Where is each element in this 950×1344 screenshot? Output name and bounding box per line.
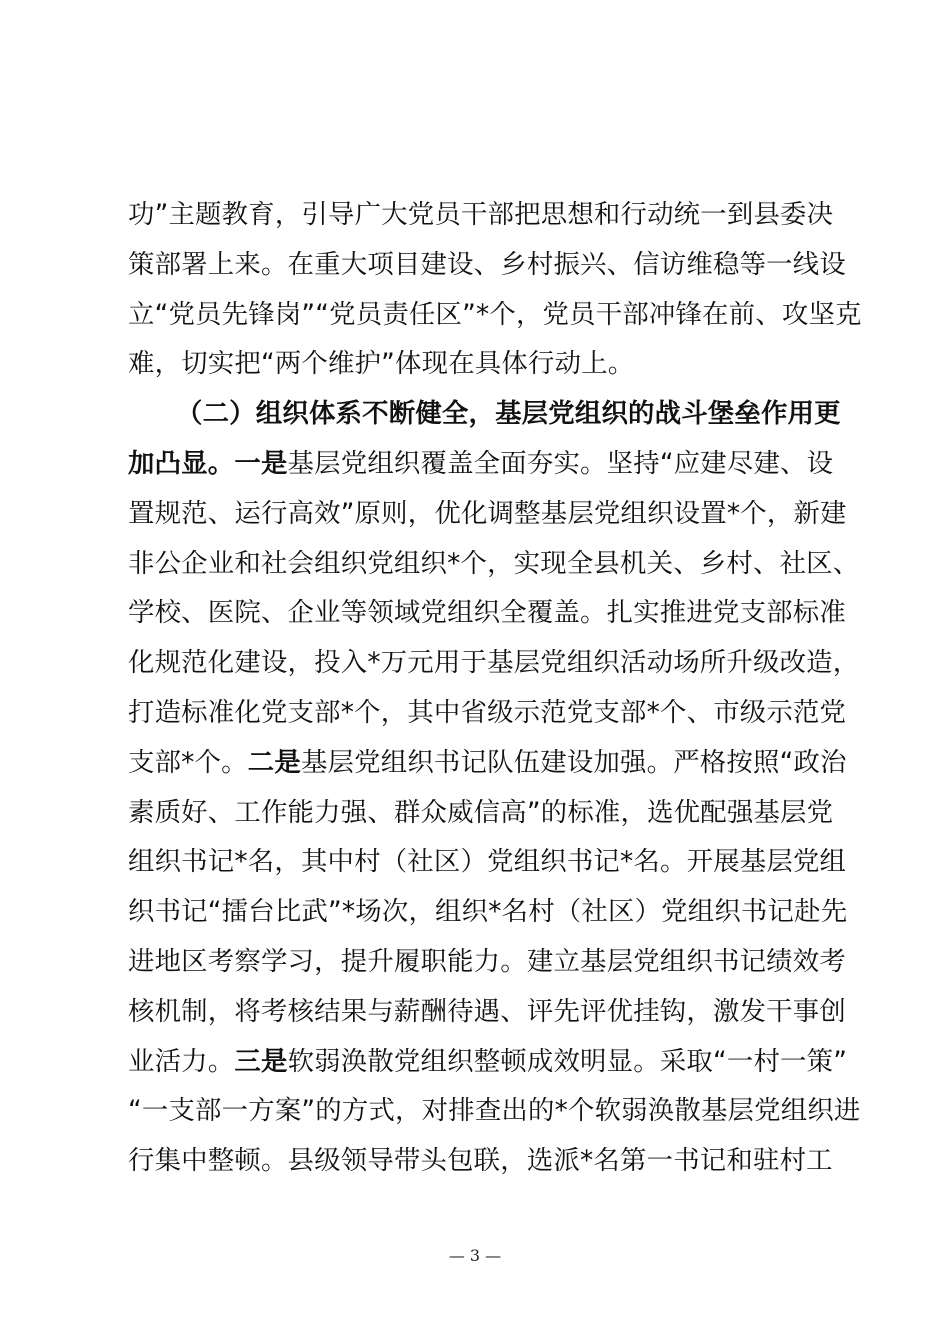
text-line: [128, 1042, 847, 1082]
text-line: [128, 444, 833, 484]
text-line: [128, 1091, 861, 1131]
bold-text-segment: 二是: [247, 746, 301, 778]
text-segment: 织书记“擂台比武”*场次，组织*名村（社区）党组织书记赴先: [128, 896, 848, 928]
text-line: [128, 494, 847, 534]
text-segment: “一支部一方案”的方式，对排查出的*个软弱涣散基层党组织进: [128, 1095, 861, 1127]
text-segment: 立“党员先锋岗”“党员责任区”*个，党员干部冲锋在前、攻坚克: [128, 298, 862, 330]
text-line: [128, 1141, 833, 1181]
text-line: [128, 743, 847, 783]
text-segment: 功”主题教育，引导广大党员干部把思想和行动统一到县委决: [128, 199, 834, 230]
text-line: [128, 295, 862, 335]
text-segment: 策部署上来。在重大项目建设、乡村振兴、信访维稳等一线设: [128, 248, 846, 280]
text-segment: 支部*个。: [128, 746, 248, 778]
text-line: [128, 992, 846, 1032]
bold-text-segment: 加凸显。一是: [128, 448, 288, 479]
text-line: [128, 344, 634, 384]
text-segment: 基层党组织覆盖全面夯实。坚持“应建尽建、设: [287, 448, 834, 479]
text-segment: 化规范化建设，投入*万元用于基层党组织活动场所升级改造，: [128, 647, 860, 679]
text-line: [128, 643, 859, 683]
text-segment: 置规范、运行高效”原则，优化调整基层党组织设置*个，新建: [128, 497, 847, 529]
text-segment: 难，切实把“两个维护”体现在具体行动上。: [128, 348, 635, 380]
text-segment: 进地区考察学习，提升履职能力。建立基层党组织书记绩效考: [128, 946, 846, 977]
text-segment: 学校、医院、企业等领域党组织全覆盖。扎实推进党支部标准: [128, 597, 846, 629]
text-segment: 非公企业和社会组织党组织*个，实现全县机关、乡村、社区、: [128, 547, 860, 579]
text-line: [128, 892, 847, 932]
text-line: [176, 394, 841, 434]
text-line: [128, 593, 846, 633]
text-line: [128, 544, 859, 584]
text-segment: 基层党组织书记队伍建设加强。严格按照“政治: [300, 746, 847, 778]
bold-text-segment: 三是: [234, 1045, 288, 1077]
text-segment: 素质好、工作能力强、群众威信高”的标准，选优配强基层党: [128, 796, 834, 828]
text-segment: 行集中整顿。县级领导带头包联，选派*名第一书记和驻村工: [128, 1145, 833, 1177]
text-segment: 软弱涣散党组织整顿成效明显。采取“一村一策”: [287, 1045, 848, 1077]
page-number: — 3 —: [448, 1246, 502, 1265]
text-line: [128, 793, 833, 833]
text-segment: 业活力。: [128, 1045, 235, 1077]
bold-text-segment: （二）组织体系不断健全，基层党组织的战斗堡垒作用更: [176, 398, 841, 430]
text-line: [128, 842, 846, 882]
text-segment: 打造标准化党支部*个，其中省级示范党支部*个、市级示范党: [128, 697, 847, 728]
text-line: [128, 195, 833, 235]
text-line: [128, 942, 846, 982]
text-segment: 核机制，将考核结果与薪酬待遇、评先评优挂钩，激发干事创: [128, 995, 846, 1027]
text-line: [128, 693, 846, 733]
text-segment: 组织书记*名，其中村（社区）党组织书记*名。开展基层党组: [128, 846, 847, 878]
text-line: [128, 245, 846, 285]
